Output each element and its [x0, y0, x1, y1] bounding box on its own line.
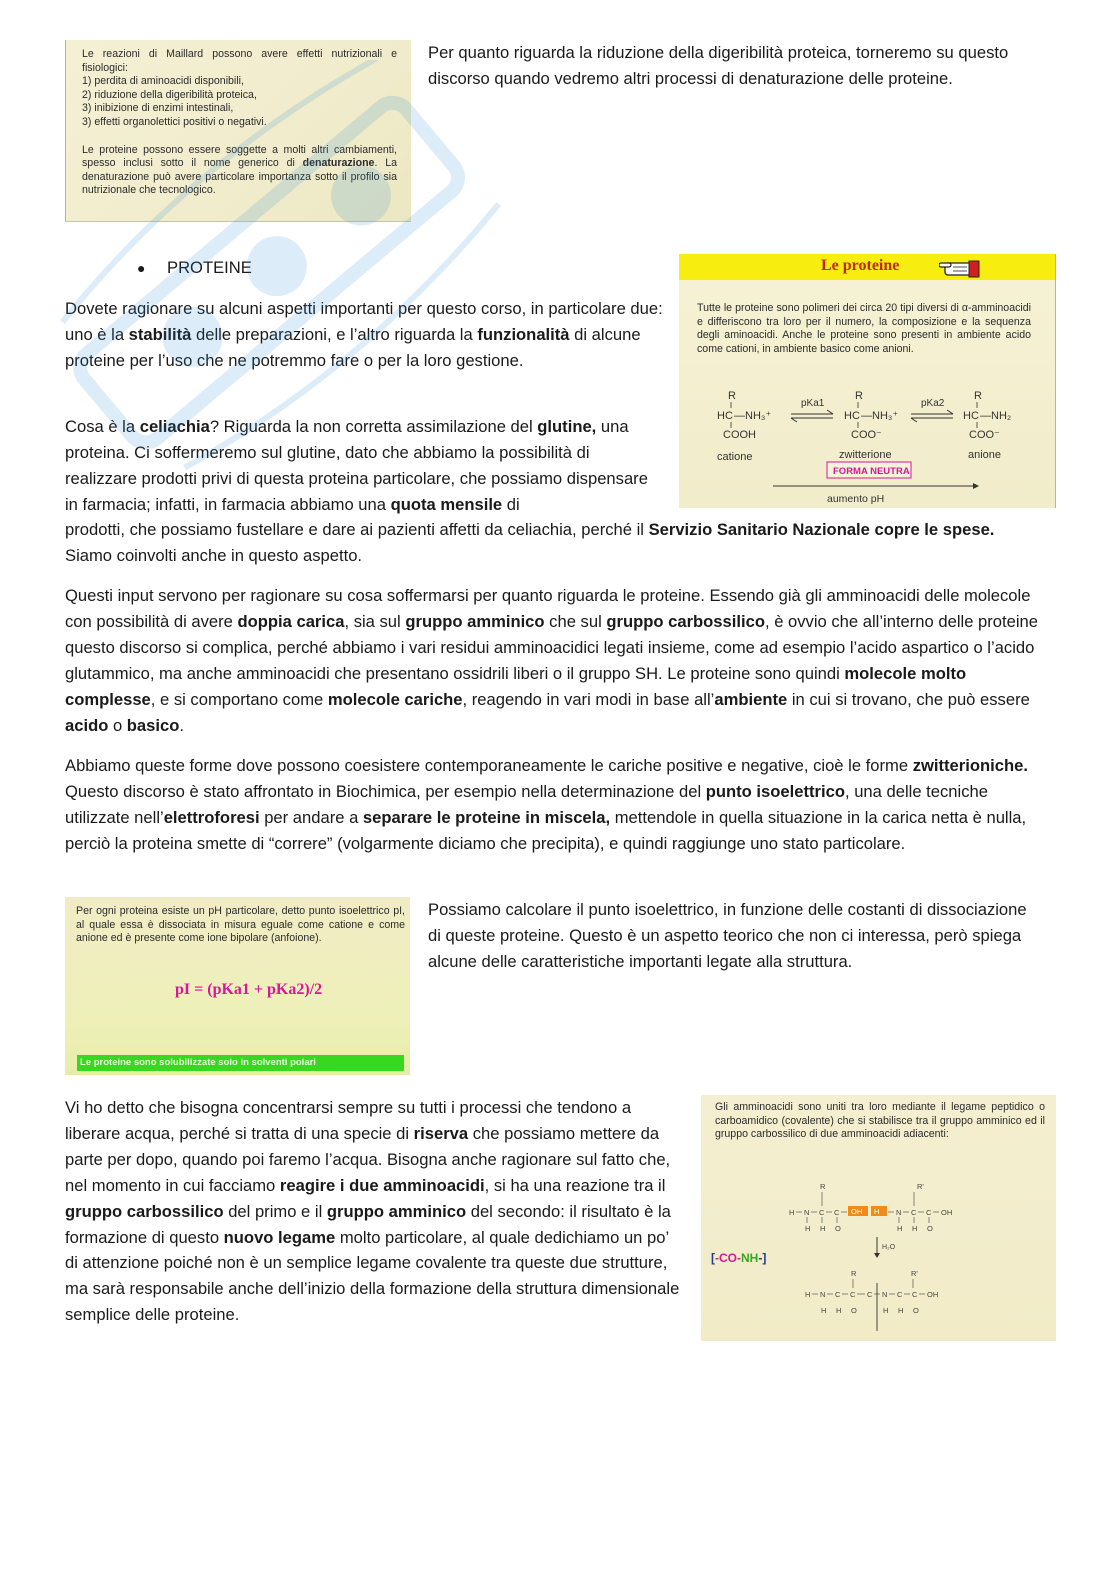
hc-label: HC [717, 410, 733, 422]
hc-label: HC [844, 410, 860, 422]
cation-label: catione [717, 451, 753, 463]
svg-text:H: H [836, 1306, 842, 1315]
paragraph-legame-peptidico: Vi ho detto che bisogna concentrarsi sempre su tutti i processi che tendono a liberare acqua, perché si tratta di una specie di riserva che possiamo mettere da parte per dopo, quando poi faremo l’acqua. Bisogna anche ragionare sul fatto che, nel momento in cui facciamo reagire i due amminoacidi, si ha una reazione tra il gruppo carbossilico del primo e il gruppo amminico del secondo: il risultato è la formazione di questo nuovo legame molto particolare, al quale dedichiamo un po’ di attenzione poiché non è un semplice legame covalente tra queste due strutture, ma sarà responsabile anche dell’inizio della formazione della struttura dimensionale semplice delle proteine. [65, 1098, 680, 1325]
svg-text:R': R' [917, 1182, 924, 1191]
svg-text:H: H [897, 1224, 903, 1233]
anion-label: anione [968, 449, 1002, 461]
svg-text:H: H [805, 1224, 811, 1233]
svg-text:H: H [805, 1290, 811, 1299]
pi-slide-text: Per ogni proteina esiste un pH particolare, detto punto isoelettrico pI, al quale essa è dissociata in misura eguale come catione e come anione ed è presente come ione bipolare (anfoione). [76, 905, 405, 945]
svg-text:O: O [835, 1224, 841, 1233]
svg-text:N: N [896, 1208, 902, 1217]
svg-text:N: N [882, 1290, 888, 1299]
amino-acid-equilibrium-diagram [709, 388, 1049, 508]
svg-text:C: C [911, 1208, 917, 1217]
nh3-label: —NH₃⁺ [734, 410, 772, 422]
paragraph-celiachia: Cosa è la celiachia? Riguarda la non corretta assimilazione del glutine, una proteina. Ci soffermeremo sul glutine, dato che abbiamo la possibilità di realizzare prodotti privi di questa proteina particolare, che possiamo dispensare in farmacia; infatti, in farmacia abbiamo una quota mensile di [65, 417, 648, 514]
svg-text:OH: OH [941, 1208, 953, 1217]
svg-text:N: N [820, 1290, 826, 1299]
svg-text:C: C [819, 1208, 825, 1217]
svg-text:O: O [927, 1224, 933, 1233]
solubility-banner: Le proteine sono solubilizzate solo in solventi polari [77, 1055, 404, 1071]
coo-label: COO⁻ [969, 429, 1000, 441]
slide-punto-isoelettrico [65, 897, 410, 1075]
peptide-slide-text: Gli amminoacidi sono uniti tra loro mediante il legame peptidico o carboamidico (covalente) che si stabilisce tra il gruppo amminico ed il gruppo carbossilico di due amminoacidi adiacenti: [715, 1101, 1045, 1141]
paragraph-zwitterioniche: Abbiamo queste forme dove possono coesistere contemporaneamente le cariche positive e negative, cioè le forme zwitterioniche. Questo discorso è stato affrontato in Biochimica, per esempio nella determinazione del punto isoelettrico, una delle tecniche utilizzate nell’elettroforesi per andare a separare le proteine in miscela, mettendole in quella situazione in la carica netta è nulla, perciò la proteina smette di “correre” (volgarmente diciamo che precipita), e quindi raggiunge uno stato particolare. [65, 756, 1028, 853]
nh3-label: —NH₃⁺ [861, 410, 899, 422]
oh-label: OH [851, 1207, 863, 1216]
svg-text:C: C [897, 1290, 903, 1299]
svg-text:C: C [834, 1208, 840, 1217]
svg-text:H: H [912, 1224, 918, 1233]
maillard-item: 3) inibizione di enzimi intestinali, [82, 102, 234, 115]
water-label: H₂O [882, 1244, 896, 1251]
slide-proteine [679, 254, 1056, 508]
bullet-icon: ● [137, 260, 146, 276]
h-label: H [874, 1207, 880, 1216]
svg-text:R: R [820, 1182, 826, 1191]
r-label: R [728, 390, 736, 402]
slide-header [679, 254, 1055, 280]
svg-text:C: C [912, 1290, 918, 1299]
svg-text:R: R [851, 1269, 857, 1278]
paragraph-cariche: Questi input servono per ragionare su cosa soffermarsi per quanto riguarda le proteine. Essendo già gli amminoacidi delle molecole con possibilità di avere doppia carica, sia sul gruppo amminico che sul gruppo carbossilico, è ovvio che all’interno delle proteine questo discorso si complica, perché abbiamo i vari residui amminoacidici legati insieme, come ad esempio l’acido aspartico o l’acido glutammico, ma anche amminoacidi che presentano ossidrili liberi o il gruppo SH. Le proteine sono quindi molecole molto complesse, e si comportano come molecole cariche, reagendo in vari modi in base all’ambiente in cui si trovano, che può essere acido o basico. [65, 586, 1039, 735]
svg-text:H: H [883, 1306, 889, 1315]
paragraph-calcolo-pi: Possiamo calcolare il punto isoelettrico, in funzione delle costanti di dissociazione di queste proteine. Questo è un aspetto teorico che non ci interessa, però spiega alcune delle caratteristiche importanti legate alla struttura. [428, 900, 1027, 971]
svg-text:O: O [913, 1306, 919, 1315]
r-label: R [974, 390, 982, 402]
hc-label: HC [963, 410, 979, 422]
pi-formula: pI = (pKa1 + pKa2)/2 [175, 981, 323, 998]
forma-neutra-label: FORMA NEUTRA [833, 466, 910, 477]
cooh-label: COOH [723, 429, 756, 441]
svg-text:H: H [898, 1306, 904, 1315]
pointing-hand-icon [939, 257, 981, 279]
maillard-item: 3) effetti organolettici positivi o negativi. [82, 115, 267, 128]
svg-text:C: C [867, 1290, 873, 1299]
slide-legame-peptidico [701, 1095, 1056, 1341]
slide-maillard [65, 40, 411, 222]
svg-text:C: C [926, 1208, 932, 1217]
paragraph-stabilita: Dovete ragionare su alcuni aspetti importanti per questo corso, in particolare due: uno è la stabilità delle preparazioni, e l’altro riguarda la funzionalità di alcune proteine per l’uso che ne potremmo fare o per la loro gestione. [65, 299, 663, 370]
svg-text:H: H [789, 1208, 795, 1217]
maillard-denaturation-text: Le proteine possono essere soggette a molti altri cambiamenti, spesso inclusi sotto il nome generico di denaturazione. La denaturazione può avere particolare importanza sotto il profilo sia nutrizionale che tecnologico. [82, 143, 397, 197]
peptide-unit-label: [-CO-NH-] [711, 1251, 767, 1265]
peptide-reaction-diagram [787, 1179, 1027, 1339]
nh2-label: —NH₂ [980, 410, 1012, 422]
svg-text:H: H [820, 1224, 826, 1233]
svg-text:O: O [851, 1306, 857, 1315]
maillard-intro: Le reazioni di Maillard possono avere effetti nutrizionali e fisiologici: [82, 48, 397, 74]
slide-title: Le proteine [821, 257, 900, 274]
zwitterion-label: zwitterione [839, 449, 892, 461]
maillard-item: 2) riduzione della digeribilità proteica, [82, 88, 257, 101]
coo-label: COO⁻ [851, 429, 882, 441]
maillard-item: 1) perdita di aminoacidi disponibili, [82, 75, 244, 88]
paragraph-celiachia-cont: prodotti, che possiamo fustellare e dare ai pazienti affetti da celiachia, perché il Servizio Sanitario Nazionale copre le spese. Siamo coinvolti anche in questo aspetto. [65, 520, 995, 565]
svg-text:C: C [850, 1290, 856, 1299]
paragraph-digeribilita: Per quanto riguarda la riduzione della digeribilità proteica, torneremo su questo discorso quando vedremo altri processi di denaturazione delle proteine. [428, 43, 1009, 88]
proteine-slide-text: Tutte le proteine sono polimeri dei circa 20 tipi diversi di α-amminoacidi e differiscono tra loro per il numero, la composizione e la sequenza degli aminoacidi. Anche le proteine sono presenti in ambiente acido come cationi, in ambiente basico come anioni. [697, 302, 1031, 355]
aumento-ph-label: aumento pH [827, 493, 885, 505]
pka1-label: pKa1 [801, 398, 825, 409]
svg-text:C: C [835, 1290, 841, 1299]
r-label: R [855, 390, 863, 402]
svg-text:H: H [821, 1306, 827, 1315]
maillard-list [82, 75, 397, 129]
pka2-label: pKa2 [921, 398, 945, 409]
svg-text:N: N [804, 1208, 810, 1217]
svg-text:OH: OH [927, 1290, 939, 1299]
svg-text:R': R' [911, 1269, 918, 1278]
